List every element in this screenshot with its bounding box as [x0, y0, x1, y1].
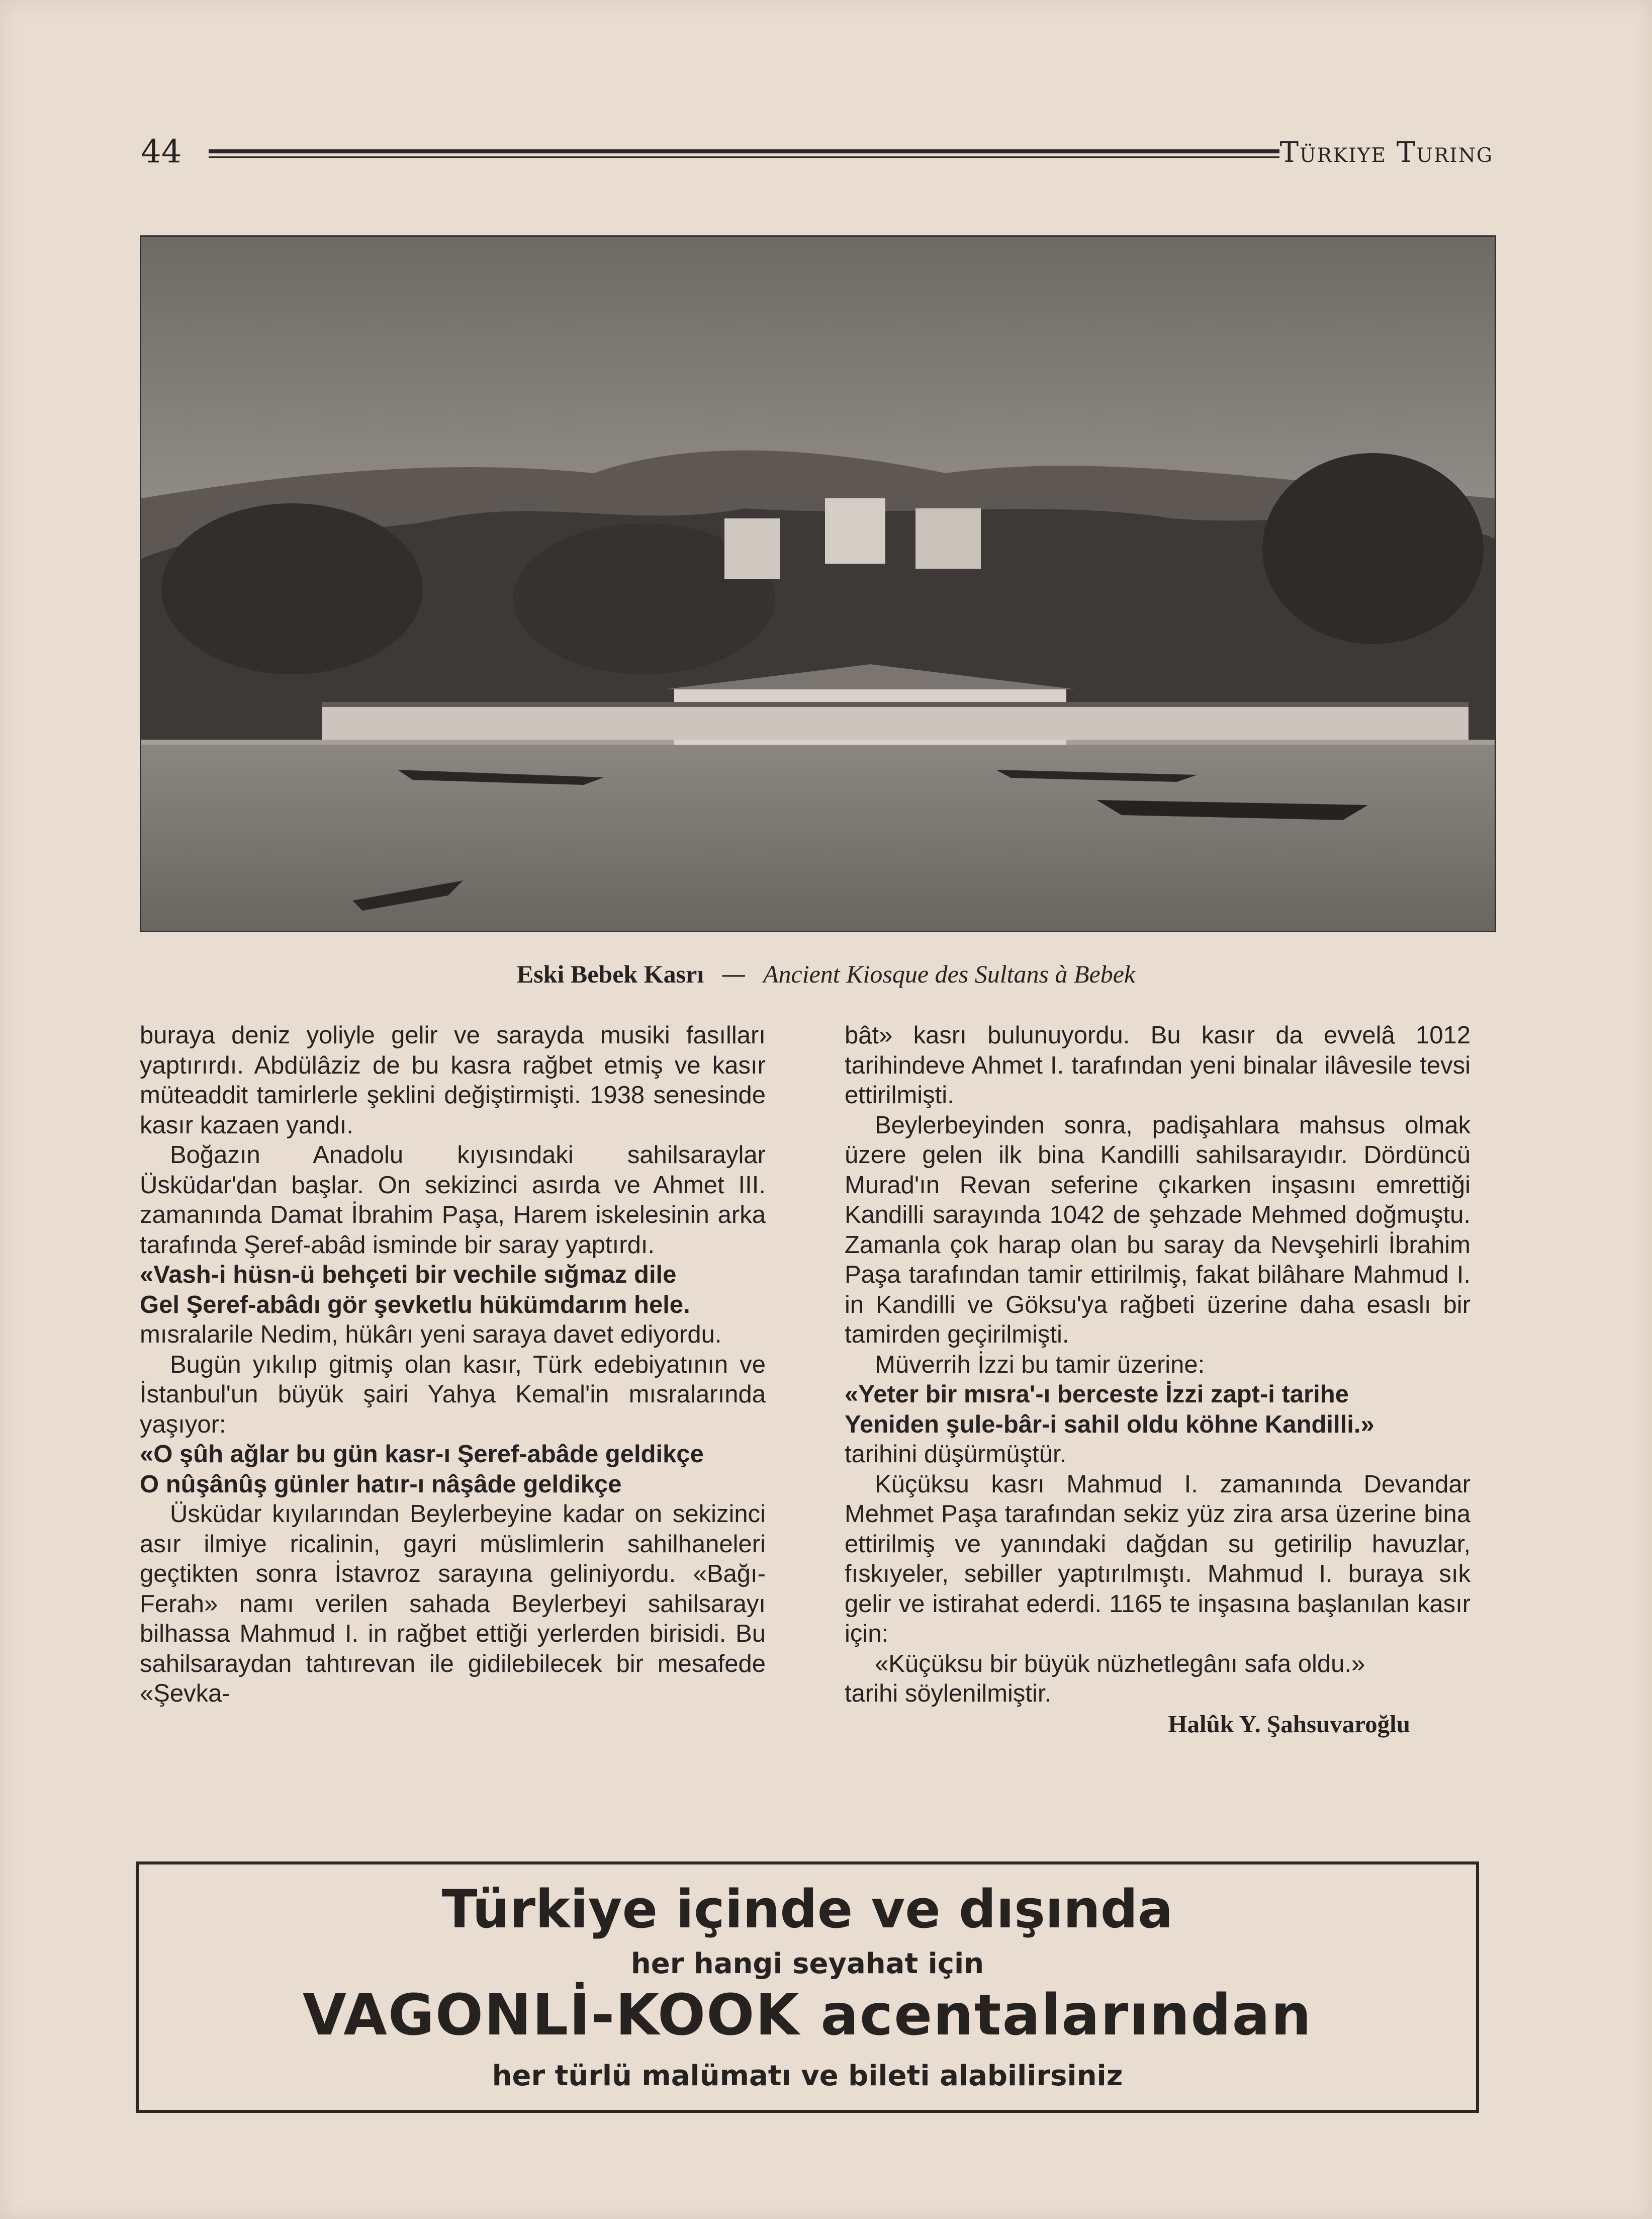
verse-line: Gel Şeref-abâdı gör şevketlu hükümdarım hele. [140, 1291, 690, 1318]
paragraph: Üsküdar kıyılarından Beylerbeyine kadar on sekizinci asır ilmiye ricalinin, gayri müslimlerin sahilhaneleri geçtikten sonra İstavroz sarayına geliniyordu. «Bağı-Ferah» namı verilen sahada Beylerbeyi sahilsarayı bilhassa Mahmud I. in rağbet ettiği yerlerden birisidi. Bu sahilsaraydan tahtırevan ile gidilebilecek bir mesafede «Şevka- [140, 1500, 766, 1707]
paragraph: Küçüksu kasrı Mahmud I. zamanında Devandar Mehmet Paşa tarafından sekiz yüz zira arsa üzerine bina ettirilmiş ve yanındaki dağdan su getirilip havuzlar, fıskıyeler, sebiller yaptırılmıştı. Mahmud I. buraya sık gelir ve istirahat ederdi. 1165 te inşasına başlanılan kasır için: [845, 1470, 1471, 1647]
paragraph: buraya deniz yoliyle gelir ve sarayda musiki fasılları yaptırırdı. Abdülâziz de bu kasra rağbet etmiş ve kasır müteaddit tamirlerle şeklini değiştirmişti. 1938 senesinde kasır kazaen yandı. [140, 1022, 766, 1139]
paragraph: «Küçüksu bir büyük nüzhetlegânı safa oldu.» [875, 1650, 1365, 1677]
author-signature: Halûk Y. Şahsuvaroğlu [1168, 1710, 1410, 1738]
figure-caption [0, 959, 1652, 989]
verse-line: «Yeter bir mısra'-ı berceste İzzi zapt-i tarihe [845, 1381, 1349, 1408]
verse-line: «O şûh ağlar bu gün kasr-ı Şeref-abâde geldikçe [140, 1441, 704, 1468]
advertisement-box [136, 1861, 1479, 2113]
page-header [141, 133, 1493, 173]
verse-line: «Vash-i hüsn-ü behçeti bir vechile sığmaz dile [140, 1261, 677, 1288]
paragraph: Beylerbeyinden sonra, padişahlara mahsus olmak üzere gelen ilk bina Kandilli sahilsarayıdır. Dördüncü Murad'ın Revan seferine çıkarken inşasını emrettiği Kandilli sarayında 1042 de şehzade Mehmed doğmuştu. Zamanla çok harap olan bu saray da Nevşehirli İbrahim Paşa tarafından tamir ettirilmiş, fakat bilâhare Mahmud I. in Kandilli ve Göksu'ya rağbeti üzerine daha esaslı bir tamirden geçirilmişti. [845, 1111, 1471, 1348]
ad-headline: Türkiye içinde ve dışında [441, 1879, 1173, 1940]
verse-line: O nûşânûş günler hatır-ı nâşâde geldikçe [140, 1470, 622, 1498]
paragraph: tarihi söylenilmiştir. [845, 1680, 1052, 1707]
left-column [140, 1021, 766, 1709]
paragraph: Boğazın Anadolu kıyısındaki sahilsaraylar Üsküdar'dan başlar. On sekizinci asırda ve Ahmet III. zamanında Damat İbrahim Paşa, Harem iskelesinin arka tarafında Şeref-abâd isminde bir saray yaptırdı. [140, 1141, 766, 1259]
engraving-image [140, 235, 1496, 932]
caption-separator: — [721, 959, 747, 989]
paragraph: bât» kasrı bulunuyordu. Bu kasır da evvelâ 1012 tarihindeve Ahmet I. tarafından yeni binalar ilâvesile tevsi ettirilmişti. [845, 1022, 1471, 1109]
ad-brand: VAGONLİ-KOOK acentalarından [303, 1983, 1312, 2048]
verse-line: Yeniden şule-bâr-i sahil oldu köhne Kandilli.» [845, 1410, 1374, 1438]
ad-subline: her hangi seyahat için [630, 1947, 984, 1980]
page-number: 44 [141, 133, 182, 170]
paragraph: mısralarile Nedim, hükârı yeni saraya davet ediyordu. [140, 1321, 722, 1348]
paragraph: tarihini düşürmüştür. [845, 1441, 1067, 1468]
caption-title: Eski Bebek Kasrı [516, 960, 704, 988]
header-rule [209, 149, 1279, 153]
ad-footer: her türlü malümatı ve bileti alabilirsiniz [492, 2060, 1123, 2092]
caption-french: Ancient Kiosque des Sultans à Bebek [763, 960, 1136, 988]
paragraph: Bugün yıkılıp gitmiş olan kasır, Türk edebiyatının ve İstanbul'un büyük şairi Yahya Kemal'in mısralarında yaşıyor: [140, 1351, 766, 1438]
paragraph: Müverrih İzzi bu tamir üzerine: [875, 1351, 1205, 1378]
right-column [845, 1021, 1471, 1739]
header-rule-thin [209, 156, 1279, 158]
journal-title: Türkiye Turing [1279, 136, 1493, 169]
